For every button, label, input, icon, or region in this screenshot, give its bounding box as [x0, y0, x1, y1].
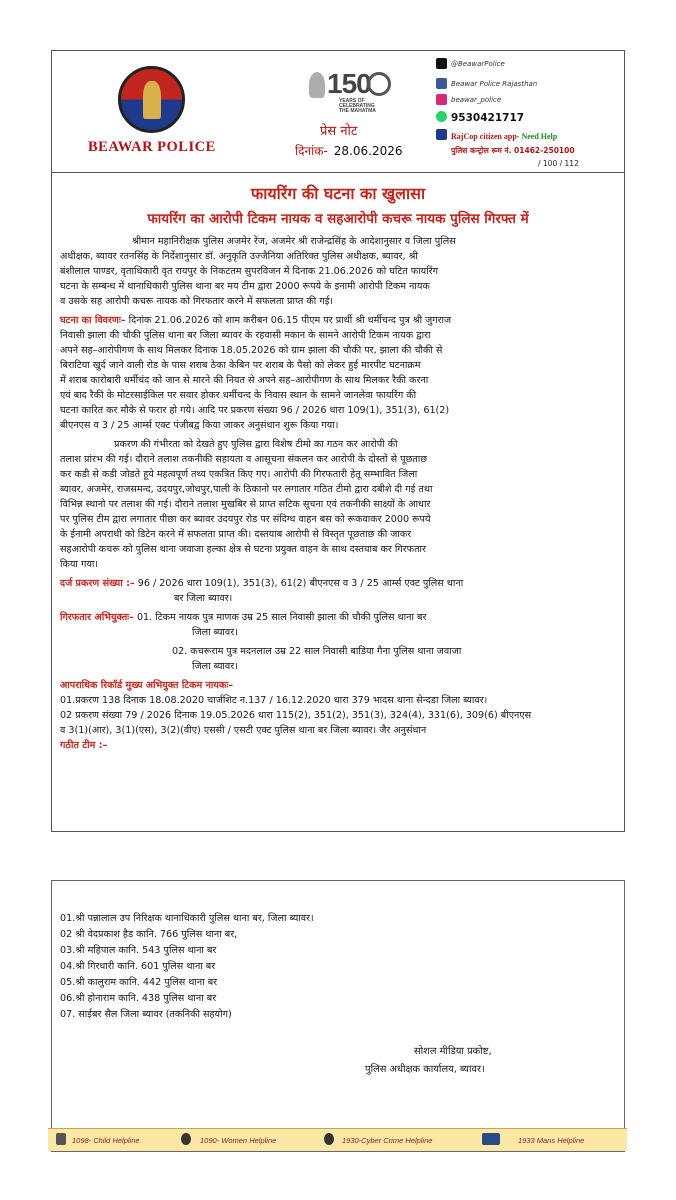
- investigation-line: ब्यावर, अजमेर, राजसमन्द, उदयपुर,जोधपुर,पाली के ठिकानो पर लगातार गठित टीमो द्वारा दबीशे दी गई तथा: [60, 484, 433, 495]
- footer-women-helpline[interactable]: 1090- Women Helpline: [200, 1136, 277, 1145]
- investigation-line: विभिन्न स्थानो पर तलाश की गई। दौराने तलाश मुखबिर से प्राप्त सटिक सूचना एवं तकनीकी साक्ष्यों के आधार: [60, 499, 431, 510]
- intro-line: घटना के सम्बन्ध में थानाधिकारी पुलिस थाना बर मय टीम द्वारा 2000 रूपये के इनामी आरोपी टिकम नायक: [60, 281, 430, 292]
- investigation-line: तलाश प्रांरभ की गई। दौराने तलाश तकनीकी सहायता व आसूचना संकलन कर आरोपी के दोस्तों से पूछताछ: [60, 454, 427, 465]
- signature-line-1: सोशल मीडिया प्रकोष्ट,: [414, 1046, 492, 1057]
- facebook-icon: [436, 78, 447, 89]
- case-label: दर्ज प्रकरण संख्या :–: [60, 578, 135, 589]
- arrested-line: जिला ब्यावर।: [192, 661, 238, 672]
- incident-line: निवासी झाला की चौकी पुलिस थाना बर जिला ब्यावर के रहवासी मकान के सामने आरोपी टिकम नायक द्वारा: [60, 330, 431, 341]
- contact-x[interactable]: @BeawarPolice: [451, 60, 505, 68]
- team-member: 05.श्री कालुराम कानि. 442 पुलिस थाना बर: [60, 977, 218, 988]
- instagram-icon: [436, 94, 447, 105]
- investigation-line: कर कडी से कडी जोडते हूये महत्वपूर्ण तथ्य एकत्रित किए गए। आरोपी की गिरफतारी हेतू सम्भावित जिला: [60, 469, 418, 480]
- phone-icon: [181, 1133, 191, 1145]
- gandhi-figure-icon: [309, 72, 325, 98]
- incident-line: बीएनएस व 3 / 25 आर्म्स एक्ट पंजीबद्व किया जाकर अनुसंधान शुरू किया गया।: [60, 420, 339, 431]
- case-line: दर्ज प्रकरण संख्या :– 96 / 2026 धारा 109(1), 351(3), 61(2) बीएनएस व 3 / 25 आर्म्स एक्ट पुलिस थाना: [60, 578, 464, 589]
- incident-line: अपने सह–आरोपीगण के साथ मिलकर दिनाक 18.05.2026 को ग्राम झाला की चौकी पर, झाला की चौकी से: [60, 345, 443, 356]
- investigation-line: के ईनामी अपराधी को डिटेन करने में सफलता प्राप्त की। दस्तयाब आरोपी से विस्तृत पूछताछ की जाकर: [60, 529, 412, 540]
- headline: फायरिंग की घटना का खुलासा: [250, 184, 426, 203]
- contact-facebook[interactable]: Beawar Police Rajasthan: [451, 80, 538, 88]
- investigation-line: पर पुलिस टीम द्वारा लगातार पीछा कर ब्यावर उदयपुर रोड पर संदिग्ध वाहन बस को रूकवाकर 2000 रूपये: [60, 514, 431, 525]
- mans-helpline-icon: [482, 1133, 500, 1145]
- badge-caption: YEARS OF CELEBRATING THE MAHATMA: [339, 98, 376, 114]
- investigation-line: सहआरोपी कचरू को पुलिस थाना जवाजा हल्का क्षेत्र से घटना प्रयुक्त वाहन के साथ दस्तयाब कर गिरफतार: [60, 544, 426, 555]
- investigation-line: प्रकरण की गंभीरता को देखते हुए पुलिस द्वारा विशेष टीमो का गठन कर आरोपी की: [114, 439, 398, 450]
- helpline-footer: [48, 1128, 627, 1151]
- team-member: 07. साईबर सैल जिला ब्यावर (तकनिकी सहयोग): [60, 1009, 232, 1020]
- intro-line: बंशीलाल पाण्डर, वृताधिकारी वृत रायपुर के निकटतम सुपरविजन में दिनाक 21.06.2026 को घटित फायरिंग: [60, 266, 439, 277]
- investigation-line: किया गया।: [60, 559, 99, 570]
- arrested-line: गिरफतार अभियुक्तः– 01. टिकम नायक पुत्र माणक उम्र 25 साल निवासी झाला की चौकी पुलिस थाना बर: [60, 612, 427, 623]
- incident-line: घटना कारित कर मौके से फरार हो गये। आदि पर प्रकरण संख्या 96 / 2026 धारा 109(1), 351(3), 61(2): [60, 405, 450, 416]
- arrested-label: गिरफतार अभियुक्तः–: [60, 612, 134, 623]
- header-divider: [52, 172, 624, 173]
- sub-headline: फायरिंग का आरोपी टिकम नायक व सहआरोपी कचरू नायक पुलिस गिरफ्त में: [147, 211, 529, 227]
- control-room-number: पुलिस कन्ट्रोल रूम नं. 01462-250100: [451, 146, 575, 155]
- footer-cyber-helpline[interactable]: 1930-Cyber Crime Helpline: [342, 1136, 433, 1145]
- record-line: 02 प्रकरण संख्या 79 / 2026 दिनाक 19.05.2026 धारा 115(2), 351(2), 351(3), 324(4), 331(6), 309(6) बीएनएस: [60, 710, 532, 721]
- badge-number: 150: [327, 68, 371, 99]
- press-note-page-2: [51, 880, 625, 1152]
- record-label: आपराधिक रिकॉर्ड मुख्य अभियुक्त टिकम नायकः–: [60, 680, 234, 691]
- team-member: 01.श्री पन्नालाल उप निरिक्षक थानाधिकारी पुलिस थाना बर, जिला ब्यावर।: [60, 913, 314, 924]
- record-line: व 3(1)(आर), 3(1)(एस), 3(2)(वीए) एससी / एसटी एक्ट पुलिस थाना बर जिला ब्यावर। जैर अनुसंधान: [60, 725, 427, 736]
- footer-child-helpline[interactable]: 1098- Child Helpline: [72, 1136, 140, 1145]
- team-member: 02 श्री वेदप्रकाश हैड कानि. 766 पुलिस थाना बर,: [60, 929, 238, 940]
- record-line: 01.प्रकरण 138 दिनाक 18.08.2020 चार्जशिट न.137 / 16.12.2020 धारा 379 भादस थाना सेन्दडा जिला ब्यावर।: [60, 695, 488, 706]
- case-line: बर जिला ब्यावर।: [174, 593, 233, 604]
- press-date: दिनांक- 28.06.2026: [295, 144, 403, 158]
- beawar-police-logo: [118, 66, 185, 133]
- emergency-numbers: / 100 / 112: [538, 159, 579, 168]
- arrested-line: जिला ब्यावर।: [192, 627, 238, 638]
- intro-line: अधीक्षक, ब्यावर रतनसिंह के निर्देशानुसार डॉ. अनुकृति उज्जैनिया अतिरिक्त पुलिस अधीक्षक, ब्यावर, श्री: [60, 251, 418, 262]
- team-label: गठीत टीम :–: [60, 740, 108, 751]
- contact-phone[interactable]: 9530421717: [451, 112, 525, 124]
- contact-instagram[interactable]: beawar_police: [451, 96, 502, 104]
- team-member: 06.श्री होनाराम कानि. 438 पुलिस थाना बर: [60, 993, 217, 1004]
- signature-line-2: पुलिस अधीक्षक कार्यालय, ब्यावर।: [365, 1064, 485, 1075]
- x-twitter-icon: [436, 58, 447, 69]
- press-note-title: प्रेस नोट: [320, 124, 358, 139]
- incident-line: में शराब कारोबारी धर्मीचंद को जान से मारने की नियत से अपने सह–आरोपीगण के साथ मिलकर रैकी करना: [60, 375, 429, 386]
- arrested-line: 02. कचरूराम पुत्र मदनलाल उम्र 22 साल निवासी बाडिया गैना पुलिस थाना जवाजा: [172, 646, 462, 657]
- intro-line: श्रीमान महानिरीक्षक पुलिस अजमेर रेंज, अजमेर श्री राजेन्द्रसिंह के आदेशानुसार व जिला पुलिस: [132, 236, 456, 247]
- rajcop-app[interactable]: RajCop citizen app- Need Help: [451, 132, 558, 141]
- press-note-page-1: [51, 50, 625, 832]
- team-member: 04.श्री गिरधारी कानि. 601 पुलिस थाना बर: [60, 961, 216, 972]
- incident-line: एवं बाद रैकी के मोटरसाईकिल पर सवार होकर धर्मीचन्द के निवास स्थान के सामने जानलेवा फायरिंग की: [60, 390, 417, 401]
- whatsapp-icon: [436, 111, 447, 122]
- incident-line: घटना का विवरणः– दिनांक 21.06.2026 को शाम करीबन 06.15 पीएम पर प्रार्थी श्री धर्मीचन्द पुत्र श्री जुगराज: [60, 315, 452, 326]
- footer-mans-helpline[interactable]: 1933 Mans Helpline: [518, 1136, 585, 1145]
- rajcop-app-icon: [436, 129, 447, 140]
- intro-line: व उसके सह आरोपी कचरू नायक को गिरफतार करने में सफलता प्राप्त की गई।: [60, 296, 334, 307]
- brand-name: BEAWAR POLICE: [88, 139, 216, 155]
- gandhi-150-badge: [309, 68, 399, 116]
- phone-icon: [324, 1133, 334, 1145]
- incident-label: घटना का विवरणः–: [60, 315, 126, 326]
- incident-line: बिराटिया खुर्द जाने वाली रोड के पास शराब ठेका केबिन पर शराब के पैसो को लेकर हुई मारपीट घटनाक्रम: [60, 360, 421, 371]
- police-emblem-icon: [143, 81, 161, 119]
- team-member: 03.श्री महिपाल कानि. 543 पुलिस थाना बर: [60, 945, 217, 956]
- child-helpline-icon: [56, 1133, 66, 1145]
- charkha-wheel-icon: [367, 72, 391, 96]
